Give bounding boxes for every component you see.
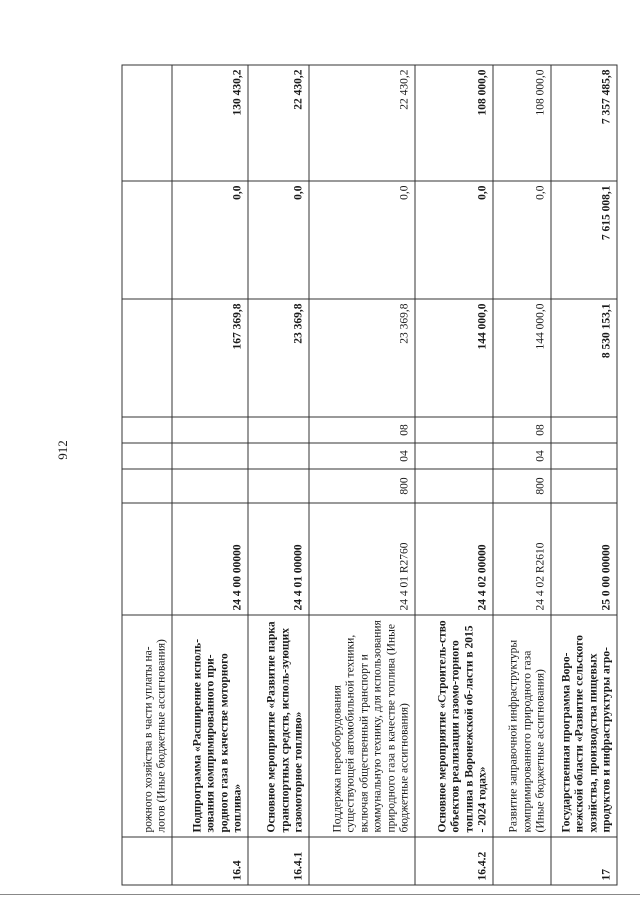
row-subsection: 08 (309, 417, 415, 443)
row-code: 24 4 02 00000 (415, 503, 493, 615)
row-expense-type (551, 469, 617, 503)
row-value-2: 0,0 (248, 181, 309, 299)
row-code (122, 503, 172, 615)
row-section (122, 443, 172, 469)
row-subsection (122, 417, 172, 443)
row-name: Государственная программа Воро-нежской области «Развитие сельского хозяйства, производства пищевых продуктов и инфраструктуры агро- (551, 615, 617, 837)
row-value-3: 108 000,0 (493, 65, 551, 181)
table-row (248, 65, 309, 885)
row-subsection (551, 417, 617, 443)
row-subsection: 08 (493, 417, 551, 443)
row-code: 24 4 00 00000 (172, 503, 248, 615)
table-row (172, 65, 248, 885)
row-value-1: 144 000,0 (415, 299, 493, 417)
row-value-3 (122, 65, 172, 181)
row-subsection (415, 417, 493, 443)
row-number (122, 837, 172, 885)
row-section (172, 443, 248, 469)
row-value-1: 23 369,8 (309, 299, 415, 417)
row-value-1 (122, 299, 172, 417)
page-number: 912 (55, 440, 70, 460)
row-expense-type (415, 469, 493, 503)
row-name: Поддержка переоборудования существующей автомобильной техники, включая общественный транспорт и коммунальную технику, для использования природного газа в качестве топлива (Иные бюджетные ассигнования) (309, 615, 415, 837)
table-row (309, 65, 415, 885)
row-value-2: 0,0 (415, 181, 493, 299)
table-row (415, 65, 493, 885)
row-section (248, 443, 309, 469)
row-name: рожного хозяйства в части уплаты на-логов (Иные бюджетные ассигнования) (122, 615, 172, 837)
row-number: 16.4.2 (415, 837, 493, 885)
row-value-3: 22 430,2 (248, 65, 309, 181)
row-subsection (248, 417, 309, 443)
row-subsection (172, 417, 248, 443)
row-value-2: 7 615 008,1 (551, 181, 617, 299)
row-number: 16.4.1 (248, 837, 309, 885)
row-code: 24 4 01 R2760 (309, 503, 415, 615)
row-value-1: 23 369,8 (248, 299, 309, 417)
table-row (122, 65, 172, 885)
row-expense-type (172, 469, 248, 503)
row-value-3: 130 430,2 (172, 65, 248, 181)
row-number (309, 837, 415, 885)
row-value-1: 167 369,8 (172, 299, 248, 417)
row-value-1: 144 000,0 (493, 299, 551, 417)
row-value-1: 8 530 153,1 (551, 299, 617, 417)
page-bottom-divider (0, 894, 640, 895)
row-expense-type (122, 469, 172, 503)
row-code: 24 4 01 00000 (248, 503, 309, 615)
row-section (551, 443, 617, 469)
row-expense-type: 800 (493, 469, 551, 503)
row-code: 24 4 02 R2610 (493, 503, 551, 615)
table-row (551, 65, 617, 885)
row-value-3: 22 430,2 (309, 65, 415, 181)
row-name: Основное мероприятие «Развитие парка транспортных средств, исполь-зующих газомоторное топливо» (248, 615, 309, 837)
row-value-2: 0,0 (309, 181, 415, 299)
row-name: Развитие заправочной инфраструктуры компримированного природного газа (Иные бюджетные ассигнования) (493, 615, 551, 837)
row-expense-type: 800 (309, 469, 415, 503)
row-value-2 (122, 181, 172, 299)
budget-table (122, 64, 618, 885)
row-expense-type (248, 469, 309, 503)
row-value-3: 108 000,0 (415, 65, 493, 181)
row-section: 04 (493, 443, 551, 469)
row-section: 04 (309, 443, 415, 469)
row-name: Подпрограмма «Расширение исполь-зования компримированного при-родного газа в качестве моторного топлива» (172, 615, 248, 837)
row-number (493, 837, 551, 885)
row-section (415, 443, 493, 469)
row-number: 16.4 (172, 837, 248, 885)
table-row (493, 65, 551, 885)
row-value-3: 7 357 485,8 (551, 65, 617, 181)
row-name: Основное мероприятие «Строитель-ство объектов реализации газомо-торного топлива в Воронежской об-ласти в 2015 - 2024 годах» (415, 615, 493, 837)
rotated-table-container (122, 65, 617, 885)
row-number: 17 (551, 837, 617, 885)
row-value-2: 0,0 (172, 181, 248, 299)
row-code: 25 0 00 00000 (551, 503, 617, 615)
row-value-2: 0,0 (493, 181, 551, 299)
